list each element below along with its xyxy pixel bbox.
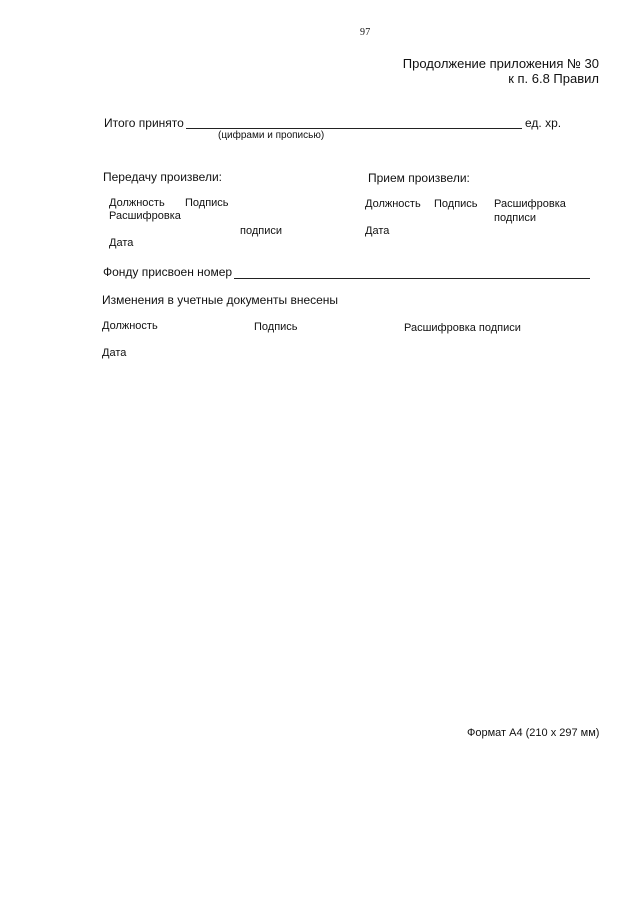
appendix-title: Продолжение приложения № 30 bbox=[402, 56, 599, 71]
reception-signature-label: Подпись bbox=[434, 198, 478, 210]
changes-date-label: Дата bbox=[102, 347, 127, 359]
paper-format-note: Формат А4 (210 x 297 мм) bbox=[467, 727, 600, 739]
fund-number-label: Фонду присвоен номер bbox=[103, 265, 233, 279]
appendix-reference: к п. 6.8 Правил bbox=[508, 71, 599, 86]
appendix-heading bbox=[403, 56, 599, 86]
transfer-signature-word: подписи bbox=[240, 225, 282, 237]
total-accepted-label: Итого принято bbox=[104, 116, 184, 130]
reception-decoding-label: Расшифровка bbox=[494, 198, 566, 210]
changes-text: Изменения в учетные документы внесены bbox=[102, 293, 339, 307]
transfer-decoding-label: Расшифровка bbox=[109, 210, 181, 222]
transfer-date-label: Дата bbox=[109, 237, 134, 249]
changes-signature-label: Подпись bbox=[254, 321, 298, 333]
reception-position-label: Должность bbox=[365, 198, 421, 210]
page-number: 97 bbox=[360, 27, 371, 38]
transfer-title: Передачу произвели: bbox=[103, 170, 222, 184]
reception-date-label: Дата bbox=[365, 225, 390, 237]
total-accepted-hint: (цифрами и прописью) bbox=[218, 130, 325, 141]
storage-units-label: ед. хр. bbox=[525, 116, 562, 130]
changes-decoding-label: Расшифровка подписи bbox=[404, 322, 521, 334]
total-accepted-line[interactable] bbox=[186, 128, 522, 129]
transfer-position-label: Должность bbox=[109, 197, 165, 209]
reception-signature-word: подписи bbox=[494, 212, 536, 224]
fund-number-line[interactable] bbox=[234, 278, 590, 279]
reception-title: Прием произвели: bbox=[368, 171, 470, 185]
transfer-signature-label: Подпись bbox=[185, 197, 229, 209]
changes-position-label: Должность bbox=[102, 320, 158, 332]
